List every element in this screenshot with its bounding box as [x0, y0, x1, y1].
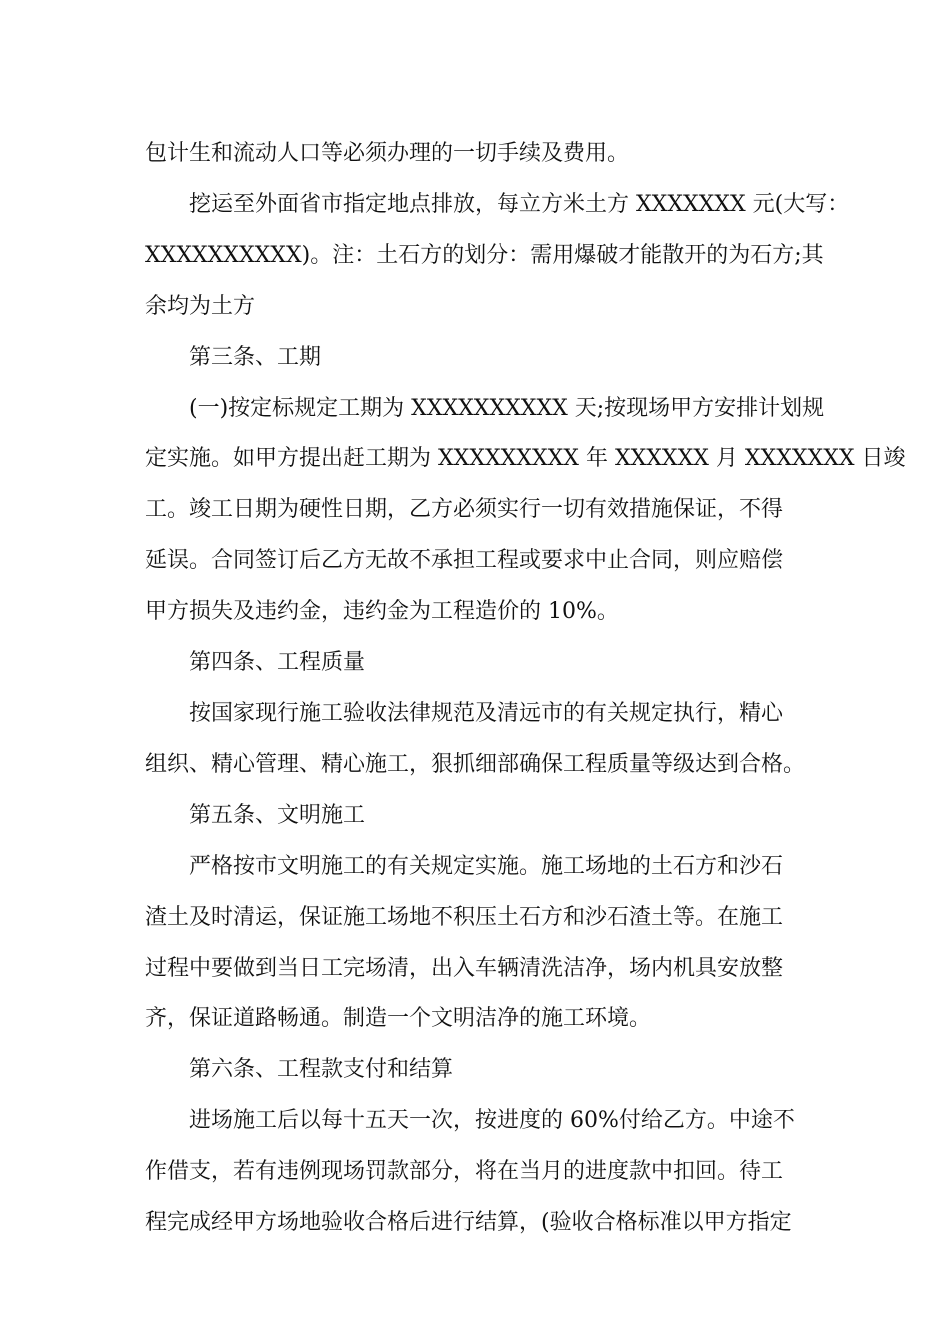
text-line: (一)按定标规定工期为 XXXXXXXXXX 天;按现场甲方安排计划规 [189, 395, 825, 421]
section-heading-5 [145, 791, 810, 842]
paragraph-3-1 [145, 384, 906, 639]
document-body [145, 129, 906, 1249]
text-line: 进场施工后以每十五天一次，按进度的 60%付给乙方。中途不 [189, 1108, 795, 1134]
text-line: 组织、精心管理、精心施工，狠抓细部确保工程质量等级达到合格。 [145, 751, 806, 777]
section-heading-6 [145, 1045, 810, 1096]
text-line: XXXXXXXXXX)。注：土石方的划分：需用爆破才能散开的为石方;其 [145, 242, 824, 268]
text-line: 定实施。如甲方提出赶工期为 XXXXXXXXX 年 XXXXXX 月 XXXXXXX 日竣 [145, 446, 906, 472]
paragraph-1 [145, 129, 810, 180]
text-line: 过程中要做到当日工完场清，出入车辆清洗洁净，场内机具安放整 [145, 955, 784, 981]
section-heading-3 [145, 333, 810, 384]
text-line: 程完成经甲方场地验收合格后进行结算，(验收合格标准以甲方指定 [145, 1210, 792, 1236]
text-line: 余均为土方 [145, 293, 256, 319]
text-line: 第六条、工程款支付和结算 [189, 1057, 454, 1083]
text-line: 第三条、工期 [189, 344, 322, 370]
text-line: 作借支，若有违例现场罚款部分，将在当月的进度款中扣回。待工 [145, 1159, 784, 1185]
text-line: 严格按市文明施工的有关规定实施。施工场地的土石方和沙石 [189, 853, 784, 879]
section-heading-4 [145, 638, 810, 689]
text-line: 甲方损失及违约金，违约金为工程造价的 10%。 [145, 599, 619, 625]
text-line: 齐，保证道路畅通。制造一个文明洁净的施工环境。 [145, 1006, 652, 1032]
text-line: 挖运至外面省市指定地点排放，每立方米土方 XXXXXXX 元(大写： [189, 191, 850, 217]
text-line: 延误。合同签订后乙方无故不承担工程或要求中止合同，则应赔偿 [145, 548, 784, 574]
text-line: 工。竣工日期为硬性日期，乙方必须实行一切有效措施保证，不得 [145, 497, 784, 523]
paragraph-4-1 [145, 689, 810, 791]
text-line: 渣土及时清运，保证施工场地不积压土石方和沙石渣土等。在施工 [145, 904, 784, 930]
text-line: 第五条、文明施工 [189, 802, 366, 828]
paragraph-6-1 [145, 1096, 810, 1249]
paragraph-2 [145, 180, 850, 333]
text-line: 按国家现行施工验收法律规范及清远市的有关规定执行，精心 [189, 700, 784, 726]
text-line: 第四条、工程质量 [189, 650, 366, 676]
paragraph-5-1 [145, 842, 810, 1046]
text-line: 包计生和流动人口等必须办理的一切手续及费用。 [145, 141, 630, 166]
